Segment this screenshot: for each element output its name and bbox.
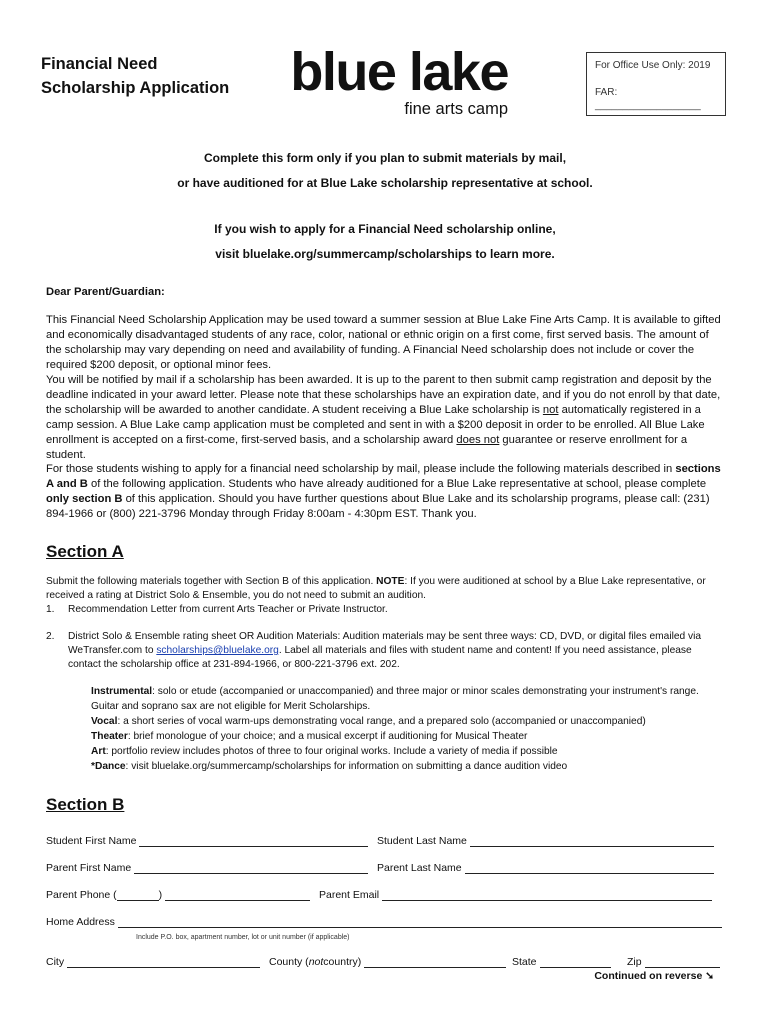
zip-field[interactable]: Zip <box>627 956 720 968</box>
intro-line-1: Complete this form only if you plan to submit materials by mail, <box>203 151 567 165</box>
title-line-2: Scholarship Application <box>41 79 230 97</box>
section-a-item-2: 2. District Solo & Ensemble rating sheet OR Audition Materials: Audition materials may be sent three ways: CD, DVD, or digital files emailed via WeTransfer.com to scholarships@bluelake.org. Label all materials and files with student name and content! If you need assistance, please contact the scholarship office at 231-894-1966, or 800-221-3796 ext. 202. <box>46 631 702 670</box>
theater-requirement: Theater: brief monologue of your choice; and a musical excerpt if auditioning for Musical Theater <box>91 731 528 742</box>
section-b-heading: Section B <box>46 795 125 814</box>
letter-paragraph-3: For those students wishing to apply for a financial need scholarship by mail, please include the following materials described in sections A and B of the following application. Students who have already auditioned for a Blue Lake representative at school, please complete only section B of this application. Should you have further questions about Blue Lake and its scholarship programs, please call: (231) 894-1966 or (800) 221-3796 Monday through Friday 8:00am - 4:30pm EST. Thank you. <box>46 463 721 520</box>
office-use-box <box>586 52 726 116</box>
letter-paragraph-2: You will be notified by mail if a scholarship has been awarded. It is up to the parent to then submit camp registration and deposit by the deadline indicated in your award letter. Please note that these scholarships have an expiration date, and if you do not enroll by that date, the scholarship will be awarded to another candidate. A student receiving a Blue Lake scholarship is not automatically registered in a camp session. A Blue Lake camp application must be completed and sent in with a $200 deposit in order to be enrolled. All Blue Lake enrollment is accepted on a first-come, first-served basis, and a scholarship award does not guarantee or reserve enrollment for a student. <box>46 374 721 461</box>
dance-requirement: *Dance: visit bluelake.org/summercamp/scholarships for information on submitting a dance audition video <box>91 761 568 772</box>
far-field: FAR: ___________________ <box>595 87 701 111</box>
art-requirement: Art: portfolio review includes photos of three to four original works. Include a variety of media if possible <box>91 746 558 757</box>
parent-phone-field[interactable]: Parent Phone ( ) <box>46 889 310 901</box>
parent-first-name-field[interactable]: Parent First Name <box>46 862 368 874</box>
salutation: Dear Parent/Guardian: <box>46 286 165 298</box>
home-address-field[interactable]: Home Address <box>46 916 722 928</box>
letter-paragraph-1: This Financial Need Scholarship Application may be used toward a summer session at Blue Lake Fine Arts Camp. It is available to gifted and economically disadvantaged students of any race, color, national or ethnic origin on a first come, first served basis. The amount of the scholarship may vary depending on need and availability of funding. A Financial Need scholarship does not include or cover the required $200 deposit, or optional minor fees. <box>46 314 721 371</box>
section-a-item-1: 1. Recommendation Letter from current Arts Teacher or Private Instructor. <box>46 604 388 615</box>
form-title <box>41 52 229 100</box>
intro-line-3: If you wish to apply for a Financial Need scholarship online, <box>214 222 556 236</box>
parent-last-name-field[interactable]: Parent Last Name <box>377 862 714 874</box>
intro-line-4: visit bluelake.org/summercamp/scholarships to learn more. <box>215 247 555 261</box>
logo-tagline: fine arts camp <box>404 100 508 118</box>
title-line-1: Financial Need <box>41 55 158 73</box>
instrumental-requirement: Instrumental: solo or etude (accompanied or unaccompanied) and three major or minor scales demonstrating your instrument's range. Guitar and soprano sax are not eligible for Merit Scholarships. <box>91 686 699 712</box>
address-note: Include P.O. box, apartment number, lot or unit number (if applicable) <box>136 934 350 941</box>
county-field[interactable]: County ( not country) <box>269 956 506 968</box>
vocal-requirement: Vocal: a short series of vocal warm-ups demonstrating vocal range, and a prepared solo (accompanied or unaccompanied) <box>91 716 646 727</box>
section-a-heading: Section A <box>46 542 124 561</box>
student-last-name-field[interactable]: Student Last Name <box>377 835 714 847</box>
city-field[interactable]: City <box>46 956 260 968</box>
student-first-name-field[interactable]: Student First Name <box>46 835 368 847</box>
continued-on-reverse: Continued on reverse ➘ <box>594 970 714 982</box>
section-a-intro: Submit the following materials together with Section B of this application. NOTE: If you were auditioned at school by a Blue Lake representative, or received a rating at District Solo & Ensemble, you do not need to submit an audition. <box>46 576 706 601</box>
scholarships-email-link[interactable]: scholarships@bluelake.org <box>156 645 279 656</box>
intro-line-2: or have auditioned for at Blue Lake scholarship representative at school. <box>177 176 593 190</box>
parent-email-field[interactable]: Parent Email <box>319 889 712 901</box>
logo-wordmark: blue lake <box>290 42 508 102</box>
blue-lake-logo <box>262 42 508 118</box>
state-field[interactable]: State <box>512 956 611 968</box>
audition-requirements <box>91 684 719 774</box>
office-use-label: For Office Use Only: 2019 <box>595 60 711 71</box>
